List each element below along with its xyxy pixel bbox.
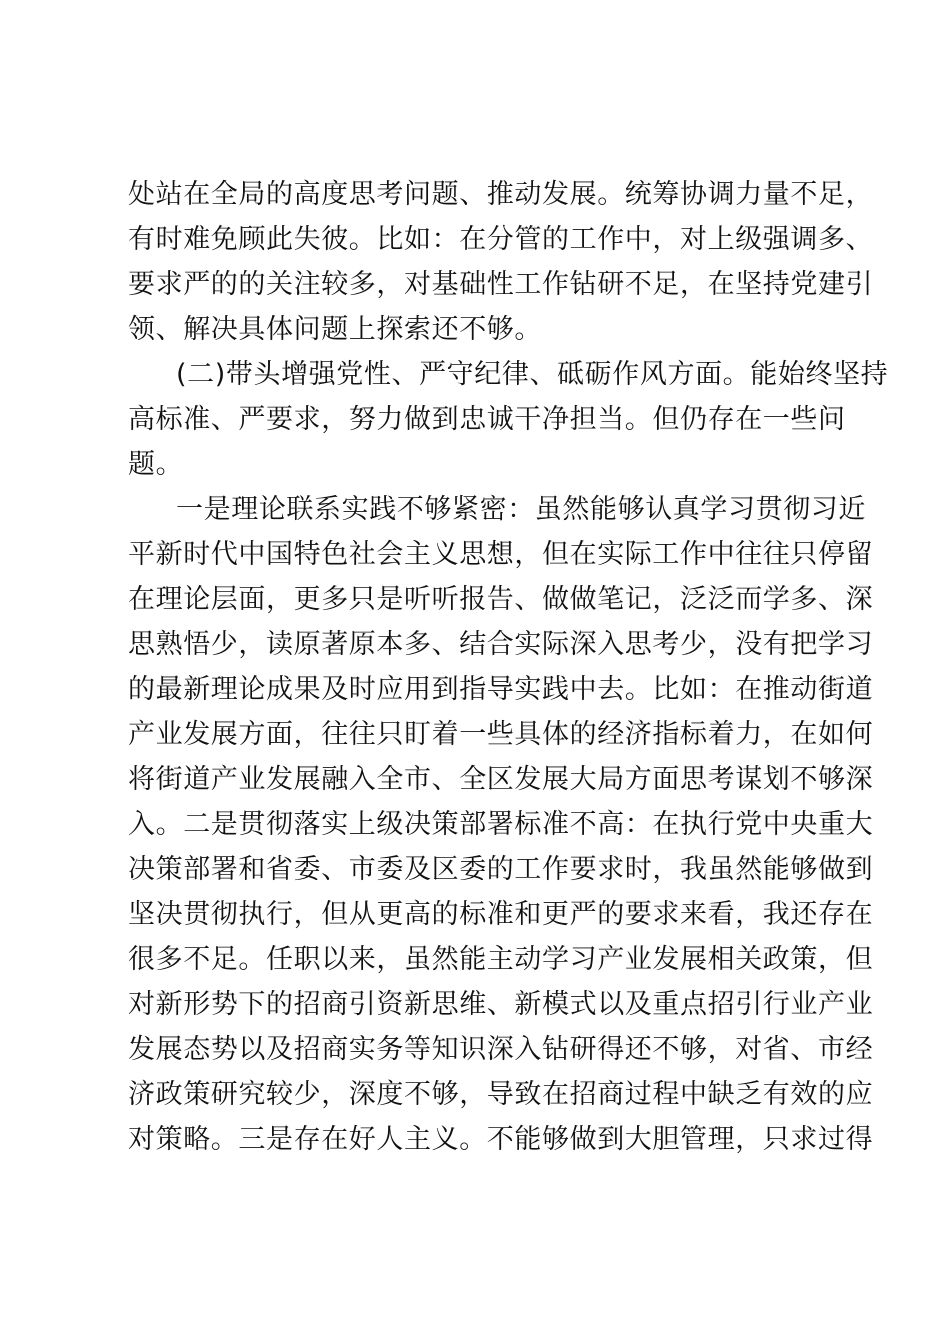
section-heading: (二)带头增强党性、严守纪律、砥砺作风方面。能始终坚持 bbox=[176, 359, 889, 390]
text-line: 有时难免顾此失彼。比如：在分管的工作中，对上级强调多、 bbox=[128, 224, 874, 255]
text-line: 处站在全局的高度思考问题、推动发展。统筹协调力量不足， bbox=[128, 179, 874, 210]
text-line: 的最新理论成果及时应用到指导实践中去。比如：在推动街道 bbox=[128, 674, 874, 705]
text-line: 发展态势以及招商实务等知识深入钻研得还不够，对省、市经 bbox=[128, 1034, 874, 1065]
text-line: 坚决贯彻执行，但从更高的标准和更严的要求来看，我还存在 bbox=[128, 899, 874, 930]
text-line: 对策略。三是存在好人主义。不能够做到大胆管理，只求过得 bbox=[128, 1124, 874, 1155]
text-line: 平新时代中国特色社会主义思想，但在实际工作中往往只停留 bbox=[128, 539, 874, 570]
text-line: 要求严的的关注较多，对基础性工作钻研不足，在坚持党建引 bbox=[128, 269, 874, 300]
text-line: 领、解决具体问题上探索还不够。 bbox=[128, 314, 542, 345]
text-line: 高标准、严要求，努力做到忠诚干净担当。但仍存在一些问 bbox=[128, 404, 846, 435]
text-line: 在理论层面，更多只是听听报告、做做笔记，泛泛而学多、深 bbox=[128, 584, 874, 615]
text-line: 一是理论联系实践不够紧密：虽然能够认真学习贯彻习近 bbox=[176, 494, 866, 525]
text-line: 题。 bbox=[128, 449, 184, 480]
text-line: 将街道产业发展融入全市、全区发展大局方面思考谋划不够深 bbox=[128, 764, 874, 795]
text-line: 很多不足。任职以来，虽然能主动学习产业发展相关政策，但 bbox=[128, 944, 874, 975]
text-line: 思熟悟少，读原著原本多、结合实际深入思考少，没有把学习 bbox=[128, 629, 874, 660]
text-line: 产业发展方面，往往只盯着一些具体的经济指标着力，在如何 bbox=[128, 719, 874, 750]
text-line: 对新形势下的招商引资新思维、新模式以及重点招引行业产业 bbox=[128, 989, 874, 1020]
text-line: 入。二是贯彻落实上级决策部署标准不高：在执行党中央重大 bbox=[128, 809, 874, 840]
text-line: 济政策研究较少，深度不够，导致在招商过程中缺乏有效的应 bbox=[128, 1079, 874, 1110]
text-line: 决策部署和省委、市委及区委的工作要求时，我虽然能够做到 bbox=[128, 854, 874, 885]
